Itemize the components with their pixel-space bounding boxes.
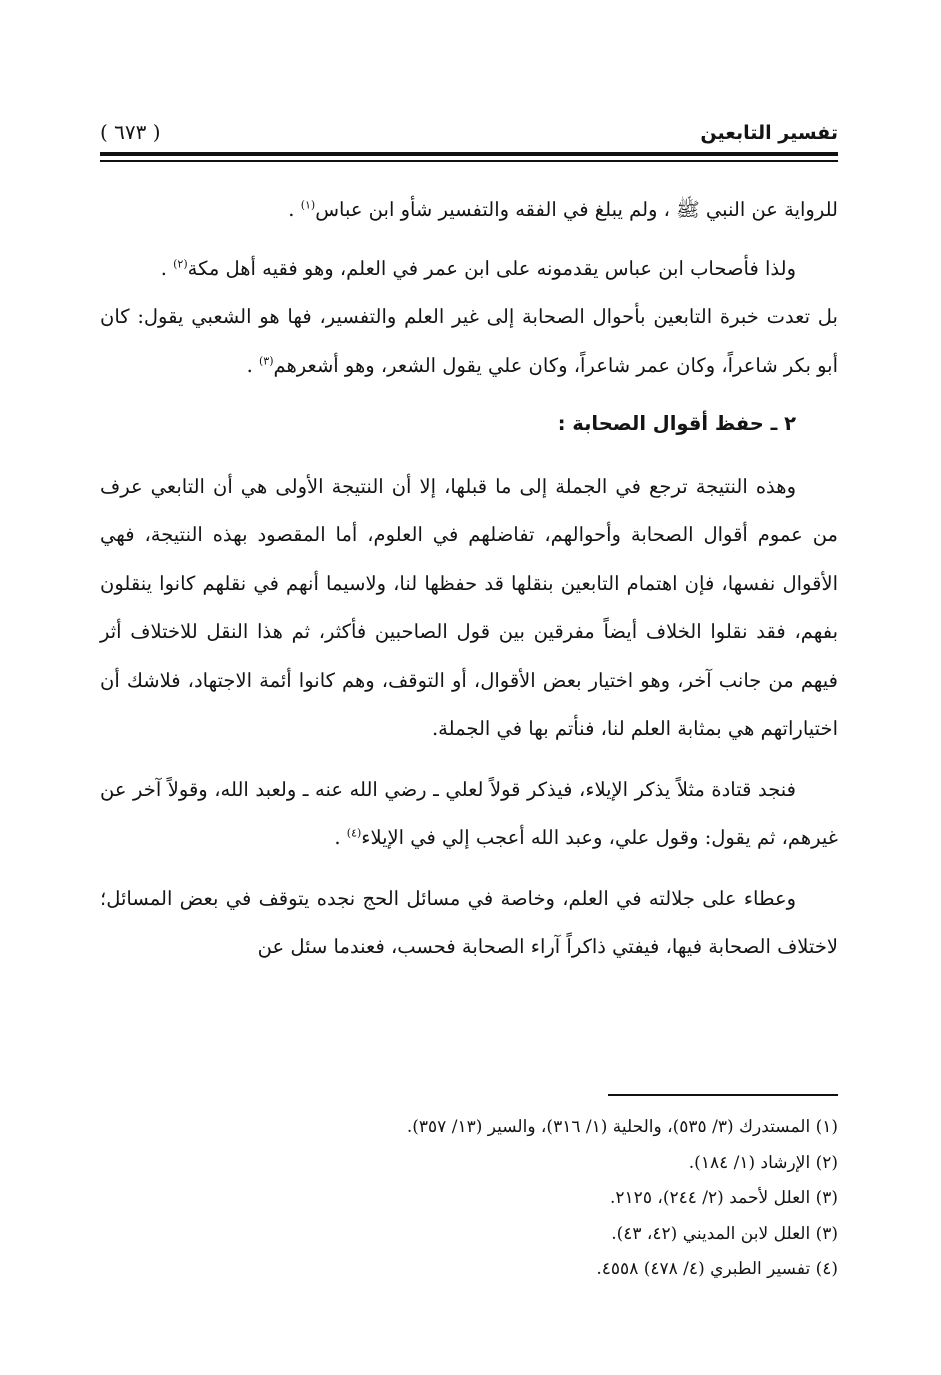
- footnote-item: (٢) الإرشاد (١/ ١٨٤).: [688, 1152, 838, 1173]
- paragraph-1: للرواية عن النبي ﷺ ، ولم يبلغ في الفقه والتفسير شأو ابن عباس$^{(١)}$ .: [288, 198, 838, 221]
- page-header: [100, 120, 838, 154]
- footnote-ref-2: (٢): [173, 257, 188, 270]
- footnote-item: (٤) تفسير الطبري (٤/ ٤٧٨) ٤٥٥٨.: [596, 1259, 838, 1279]
- paragraph-5: فنجد قتادة مثلاً يذكر الإيلاء، فيذكر قولاً لعلي ـ رضي الله عنه ـ ولعبد الله، وقولاً آخر عن غيرهم، ثم يقول: وقول علي، وعبد الله أعجب إلي في الإيلاء$^{(٤)}$ .: [100, 777, 838, 849]
- footnote-separator: [608, 1094, 838, 1096]
- footnote-ref-1: (١): [300, 198, 316, 212]
- main-text: [100, 186, 838, 972]
- footnote-ref-3: (٣): [259, 354, 274, 367]
- footnote-ref-4: (٤): [346, 826, 362, 840]
- header-rule-thin: [100, 160, 838, 162]
- page-number: ( ٦٧٣ ): [100, 120, 161, 144]
- paragraph-2: ولذا فأصحاب ابن عباس يقدمونه على ابن عمر في العلم، وهو فقيه أهل مكة$^{(٢)}$ .: [160, 256, 796, 280]
- paragraph-4: وهذه النتيجة ترجع في الجملة إلى ما قبلها، إلا أن النتيجة الأولى هي أن التابعي عرف من عموم أقوال الصحابة وأحوالهم، تفاضلهم في العلوم، أما المقصود بهذه النتيجة، فهي الأقوال نفسها، فإن اهتمام التابعين بنقلها قد حفظها لنا، ولاسيما أنهم في نقلهم كانوا ينقلون بفهم، فقد نقلوا الخلاف أيضاً مفرقين بين قول الصاحبين فأكثر، ثم هذا النقل للاختلاف أثر فيهم من جانب آخر، وهو اختيار بعض الأقوال، أو التوقف، وهم كانوا أئمة الاجتهاد، فلاشك أن اختياراتهم هي بمثابة العلم لنا، فنأتم بها في الجملة.: [100, 474, 838, 740]
- footnotes: [100, 1110, 838, 1288]
- paragraph-6: وعطاء على جلالته في العلم، وخاصة في مسائل الحج نجده يتوقف في بعض المسائل؛ لاختلاف الصحابة فيها، فيفتي ذاكراً آراء الصحابة فحسب، فعندما سئل عن: [100, 886, 838, 958]
- footnote-item: (١) المستدرك (٣/ ٥٣٥)، والحلية (١/ ٣١٦)، والسير (١٣/ ٣٥٧).: [406, 1117, 838, 1137]
- footnote-item: (٣) العلل لابن المديني (٤٢، ٤٣).: [611, 1223, 838, 1244]
- header-rule-thick: [100, 152, 838, 156]
- section-heading: ٢ ـ حفظ أقوال الصحابة :: [557, 412, 796, 435]
- paragraph-3: بل تعدت خبرة التابعين بأحوال الصحابة إلى غير العلم والتفسير، فها هو الشعبي يقول: كان أبو بكر شاعراً، وكان عمر شاعراً، وكان علي يقول الشعر، وهو أشعرهم$^{(٣)}$ .: [100, 305, 838, 377]
- footnote-item: (٣) العلل لأحمد (٢/ ٢٤٤)، ٢١٢٥.: [610, 1188, 838, 1208]
- running-title: تفسير التابعين: [700, 122, 838, 144]
